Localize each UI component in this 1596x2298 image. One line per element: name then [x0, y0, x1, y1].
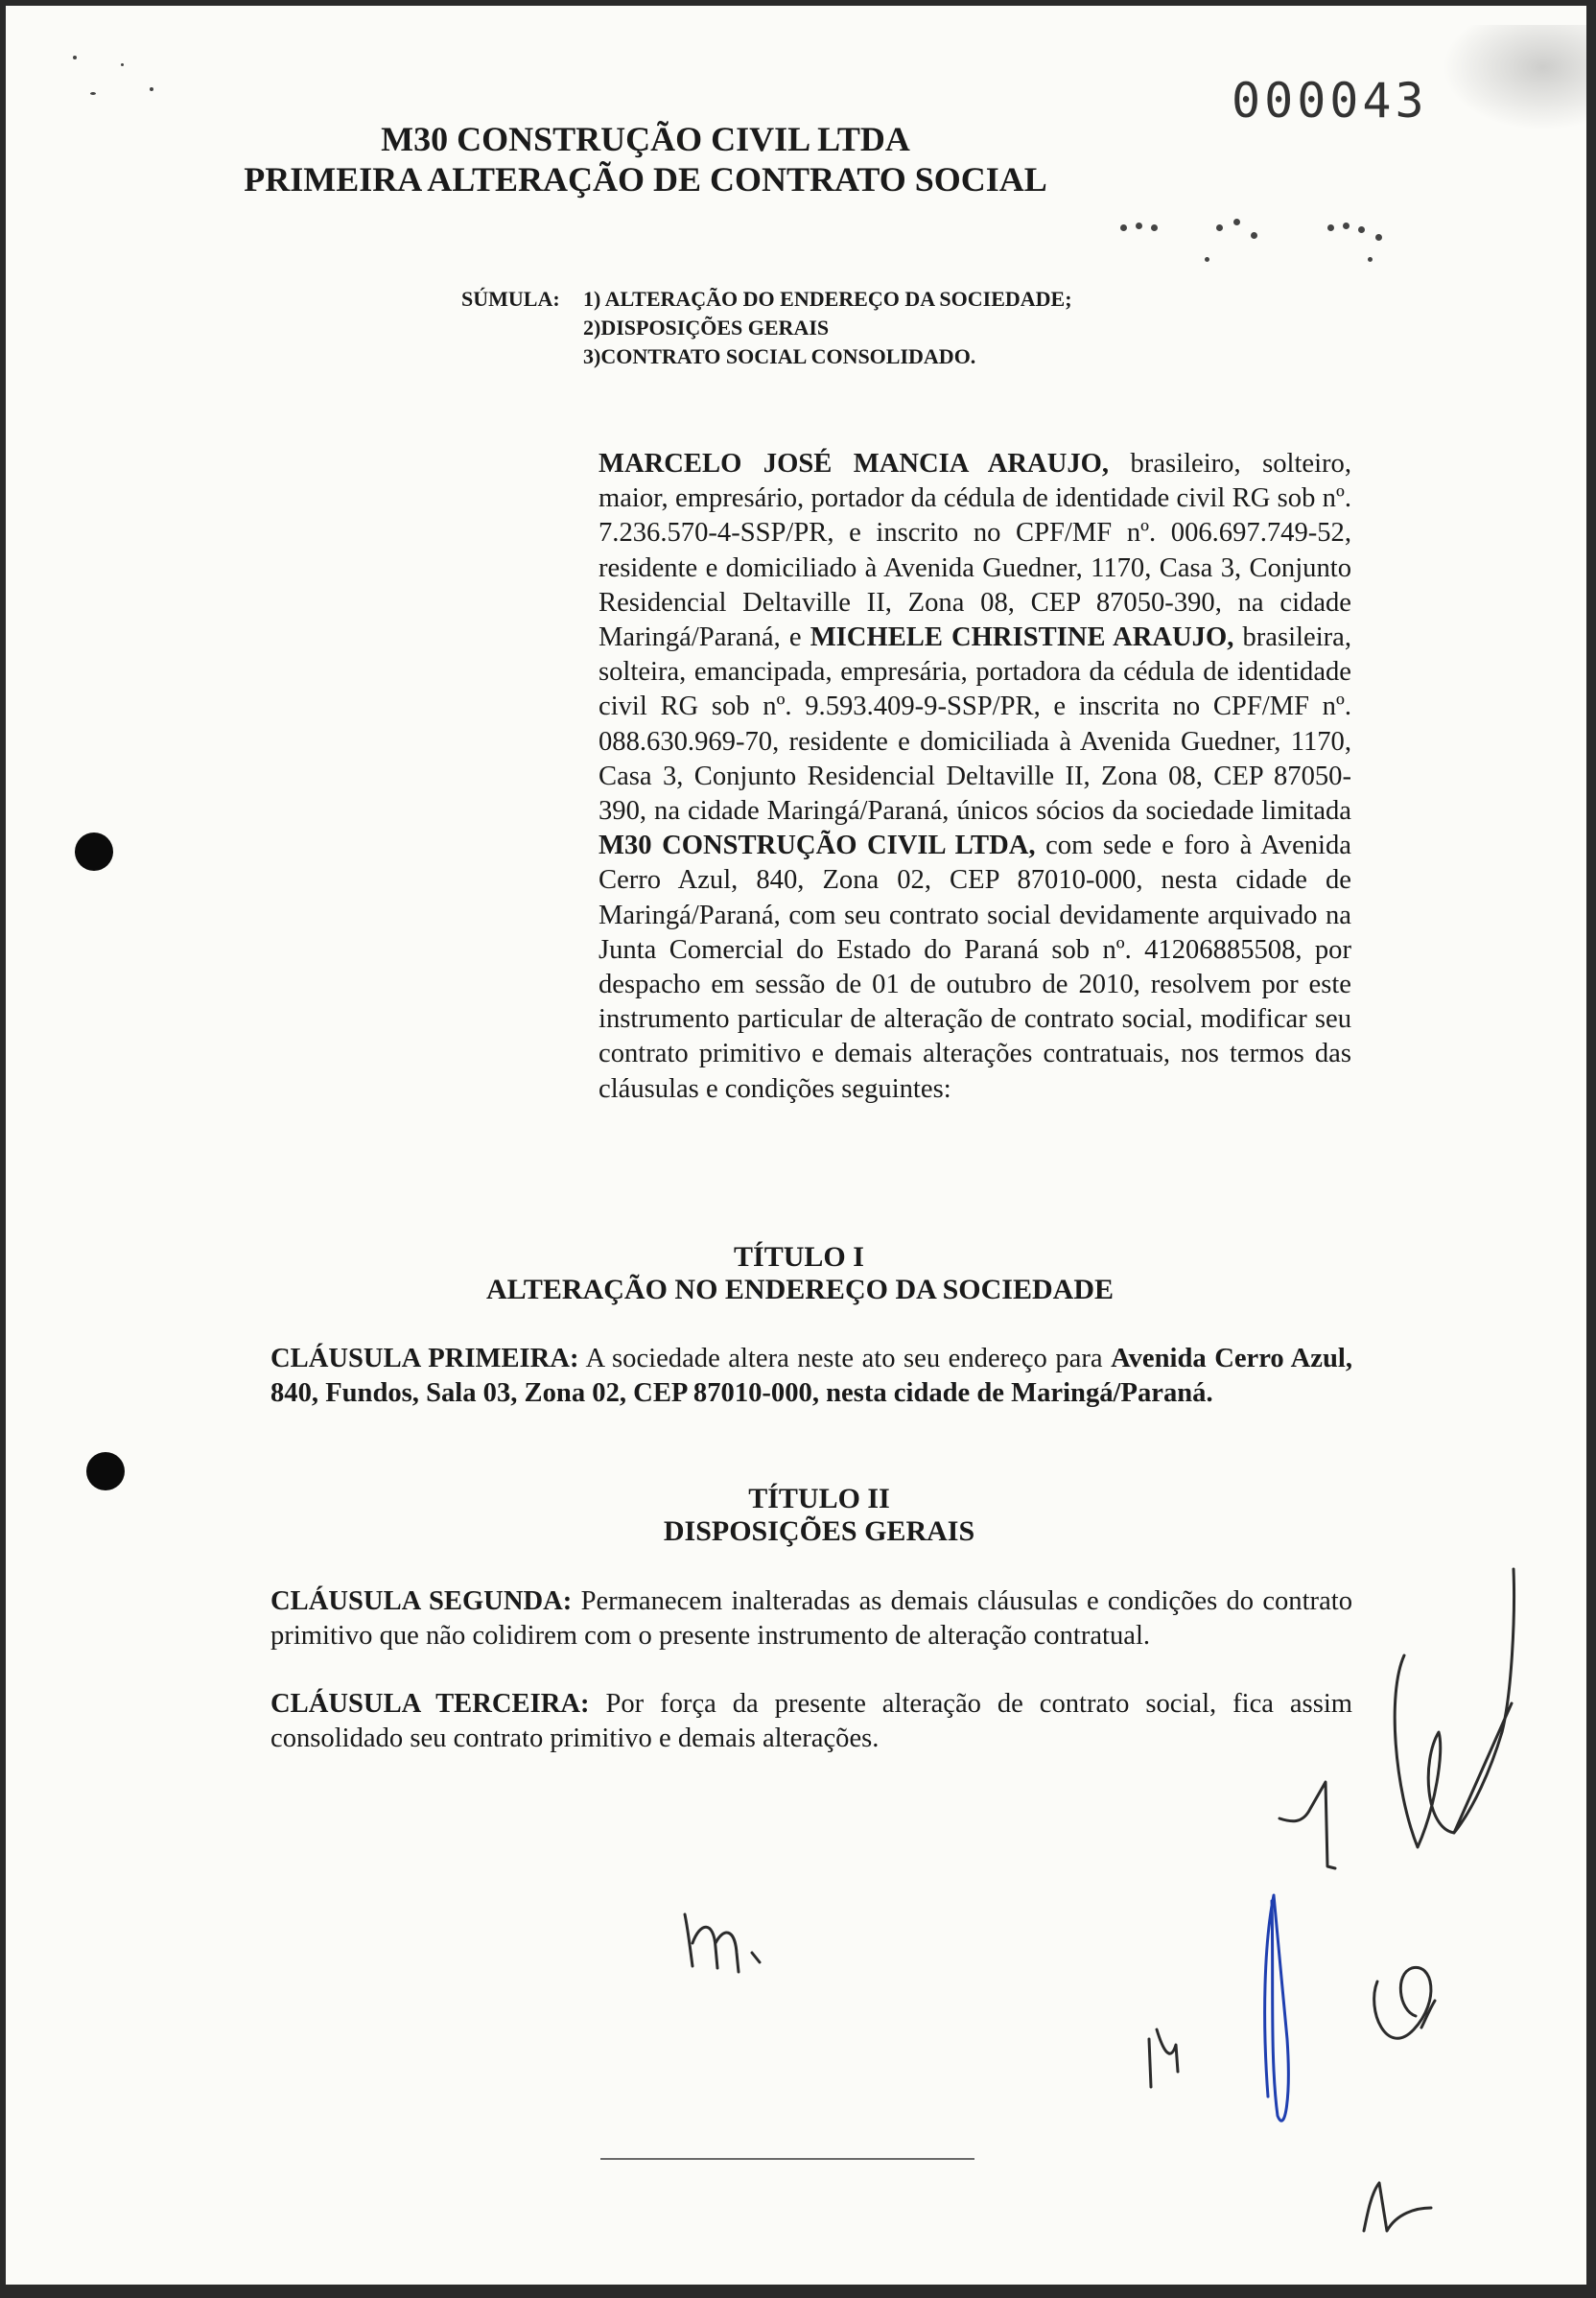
rubric-round-signature: [1374, 1967, 1435, 2038]
preamble-text: brasileiro, solteiro, maior, empresário, portador da cédula de identidade civil RG sob nº. 7.236.570-4-SSP/PR, e inscrito no CPF/MF nº. 006.697.749-52, residente e domiciliado à Avenida Guedner, 1170, Casa 3, Conjunto Residencial Deltaville II, Zona 08, CEP 87050-390, na cidade Maringá/Paraná, e: [598, 449, 1352, 653]
title-i-label: TÍTULO I: [734, 1241, 864, 1273]
rubric-initial-signature: [1279, 1782, 1335, 1868]
sumula-item: 3)CONTRATO SOCIAL CONSOLIDADO.: [583, 344, 976, 368]
clause-label: CLÁUSULA TERCEIRA:: [270, 1689, 590, 1719]
title-ii-heading: DISPOSIÇÕES GERAIS: [663, 1515, 975, 1547]
signatures-layer: [6, 6, 1586, 2285]
partner-name: MICHELE CHRISTINE ARAUJO,: [810, 622, 1234, 653]
sumula-item: 1) ALTERAÇÃO DO ENDEREÇO DA SOCIEDADE;: [583, 287, 1072, 311]
page-stamp-number: 000043: [1232, 73, 1428, 129]
preamble-text: brasileira, solteira, emancipada, empresária, portadora da cédula de identidade civil RG sob nº. 9.593.409-9-SSP/PR, e inscrita no CPF/MF nº. 088.630.969-70, residente e domiciliada à Avenida Guedner, 1170, Casa 3, Conjunto Residencial Deltaville II, Zona 08, CEP 87050-390, na cidade Maringá/Paraná, únicos sócios da sociedade limitada: [598, 622, 1352, 827]
document-page: [6, 6, 1586, 2285]
clause-label: CLÁUSULA PRIMEIRA:: [270, 1344, 579, 1373]
blue-pen-signature: [1265, 1895, 1289, 2121]
preamble-text: com sede e foro à Avenida Cerro Azul, 840, Zona 02, CEP 87010-000, nesta cidade de Maringá/Paraná, com seu contrato social devidamente arquivado na Junta Comercial do Estado do Paraná sob nº. 41206885508, por despacho em sessão de 01 de outubro de 2010, resolvem por este instrumento particular de alteração de contrato social, modificar seu contrato primitivo e demais alterações contratuais, nos termos das cláusulas e condições seguintes:: [598, 831, 1351, 1104]
company-name: M30 CONSTRUÇÃO CIVIL LTDA: [381, 120, 910, 158]
rubric-bottom-mark: [1364, 2183, 1431, 2231]
company-name-inline: M30 CONSTRUÇÃO CIVIL LTDA,: [598, 831, 1036, 861]
rubric-loop-signature: [1395, 1569, 1514, 1847]
partner-name: MARCELO JOSÉ MANCIA ARAUJO,: [598, 449, 1110, 479]
clause-label: CLÁUSULA SEGUNDA:: [270, 1586, 573, 1616]
clause-text: A sociedade altera neste ato seu endereço para: [578, 1344, 1112, 1373]
rubric-small-mark: [1149, 2029, 1178, 2087]
clause-text: Por força da presente alteração de contrato social, fica assim consolidado seu contrato primitivo e demais alterações.: [270, 1689, 1353, 1753]
title-ii-label: TÍTULO II: [748, 1483, 890, 1514]
rubric-m-signature: [685, 1914, 760, 1972]
clause-text: Permanecem inalteradas as demais cláusulas e condições do contrato primitivo que não colidirem com o presente instrumento de alteração contratual.: [270, 1586, 1353, 1651]
title-i-heading: ALTERAÇÃO NO ENDEREÇO DA SOCIEDADE: [485, 1274, 1114, 1305]
sumula-item: 2)DISPOSIÇÕES GERAIS: [583, 316, 830, 340]
clause-address: Avenida Cerro Azul, 840, Fundos, Sala 03, Zona 02, CEP 87010-000, nesta cidade de Maringá/Paraná.: [270, 1344, 1352, 1408]
sumula-label: SÚMULA:: [461, 287, 560, 311]
document-title: PRIMEIRA ALTERAÇÃO DE CONTRATO SOCIAL: [244, 160, 1047, 199]
